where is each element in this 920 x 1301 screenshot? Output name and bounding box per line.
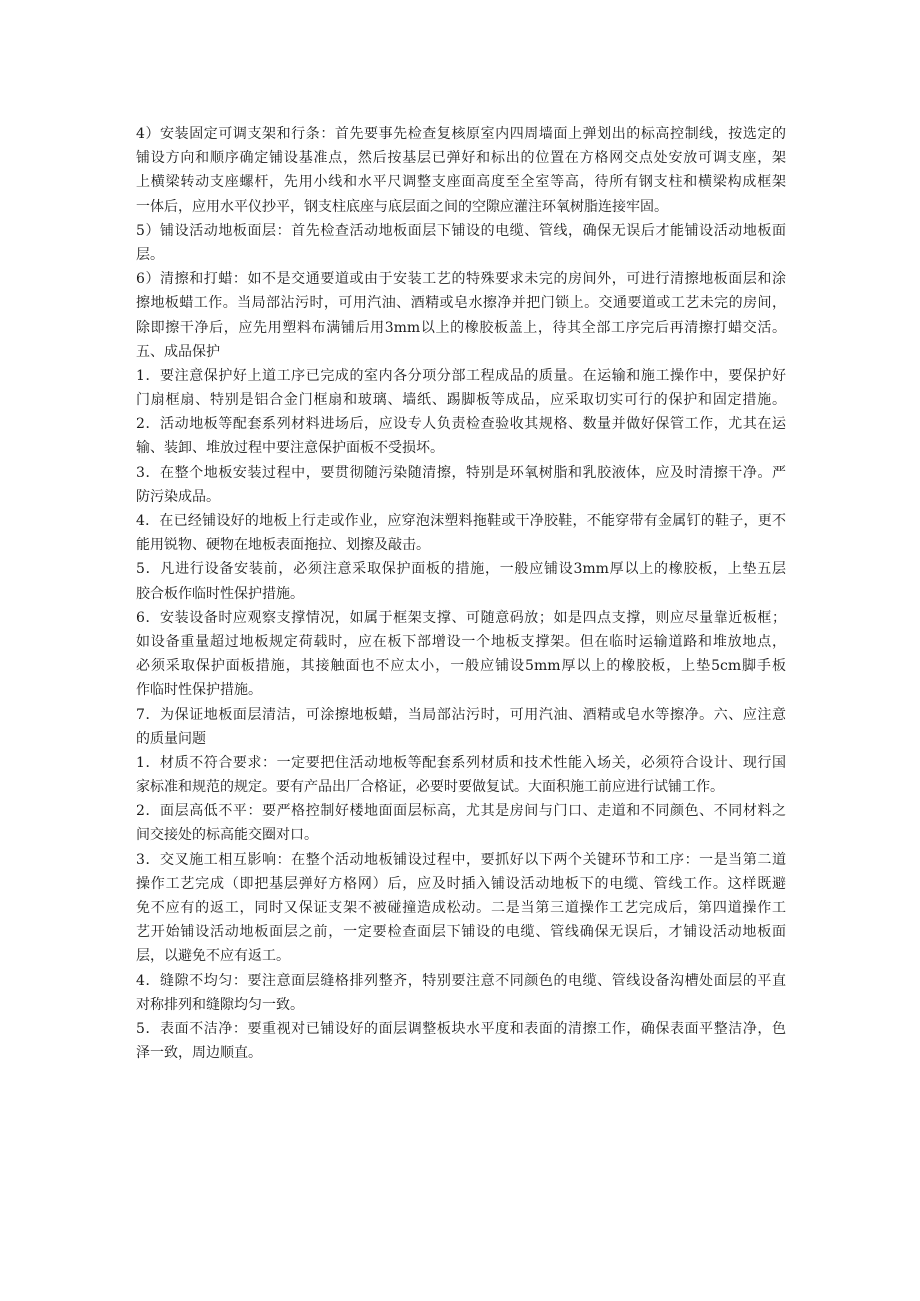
text-line: 一体后，应用水平仪抄平，钢支柱底座与底层面之间的空隙应灌注环氧树脂连接牢固。 [136,198,668,215]
text-line: 作临时性保护措施。 [136,682,262,699]
text-line: 1．材质不符合要求：一定要把住活动地板等配套系列材质和技术性能入场关，必须符合设计、现行国 [136,754,786,771]
text-line: 如设备重量超过地板规定荷载时，应在板下部增设一个地板支撑架。但在临时运输道路和堆放地点， [136,633,786,650]
text-line: 4．缝隙不均匀：要注意面层缝格排列整齐，特别要注意不同颜色的电缆、管线设备沟槽处面层的平直 [136,972,786,989]
text-line: 1．要注意保护好上道工序已完成的室内各分项分部工程成品的质量。在运输和施工操作中，要保护好 [136,367,786,384]
text-line: 7．为保证地板面层清洁，可涂擦地板蜡，当局部沾污时，可用汽油、酒精或皂水等擦净。六、应注意 [136,706,786,723]
text-line: 上横梁转动支座螺杆，先用小线和水平尺调整支座面高度至全室等高，待所有钢支柱和横梁构成框架 [136,174,786,191]
text-line: 5．凡进行设备安装前，必须注意采取保护面板的措施，一般应铺设3mm厚以上的橡胶板，上垫五层 [136,561,786,578]
text-line: 操作工艺完成（即把基层弹好方格网）后，应及时插入铺设活动地板下的电缆、管线工作。这样既避 [136,875,786,892]
text-line: 的质量问题 [136,730,206,747]
text-line: 除即擦干净后，应先用塑料布满铺后用3mm以上的橡胶板盖上，待其全部工序完后再清擦打蜡交活。 [136,319,786,336]
text-line: 6．安装设备时应观察支撑情况，如属于框架支撑、可随意码放；如是四点支撑，则应尽量靠近板框； [136,609,786,626]
text-line: 必须采取保护面板措施，其接触面也不应太小，一般应铺设5mm厚以上的橡胶板，上垫5cm脚手板 [136,658,786,675]
text-line: 5）铺设活动地板面层：首先检查活动地板面层下铺设的电缆、管线，确保无误后才能铺设活动地板面 [136,222,786,239]
text-line: 免不应有的返工，同时又保证支架不被碰撞造成松动。二是当第三道操作工艺完成后，第四道操作工 [136,900,786,916]
text-line: 擦地板蜡工作。当局部沾污时，可用汽油、酒精或皂水擦净并把门锁上。交通要道或工艺未完的房间， [136,295,786,312]
text-line: 艺开始铺设活动地板面层之前，一定要检查面层下铺设的电缆、管线确保无误后，才铺设活动地板面 [136,924,786,941]
text-line: 4）安装固定可调支架和行条：首先要事先检查复核原室内四周墙面上弹划出的标高控制线，按选定的 [136,126,786,142]
text-line: 2．活动地板等配套系列材料进场后，应设专人负责检查验收其规格、数量并做好保管工作，尤其在运 [136,416,786,433]
text-line: 层。 [136,246,164,263]
text-line: 泽一致，周边顺直。 [136,1045,262,1062]
text-line: 门扇框扇、特别是铝合金门框扇和玻璃、墙纸、踢脚板等成品，应采取切实可行的保护和固定措施。 [136,392,786,409]
text-line: 铺设方向和顺序确定铺设基准点，然后按基层已弹好和标出的位置在方格网交点处安放可调支座，架 [136,150,786,167]
text-line: 层，以避免不应有返工。 [136,948,290,965]
text-line: 间交接处的标高能交圈对口。 [136,827,318,844]
text-line: 4．在已经铺设好的地板上行走或作业，应穿泡沫塑料拖鞋或干净胶鞋，不能穿带有金属钉的鞋子，更不 [136,513,786,529]
document-page [136,122,786,1065]
text-line: 胶合板作临时性保护措施。 [136,585,304,602]
text-line: 五、成品保护 [136,343,220,360]
text-line: 2．面层高低不平：要严格控制好楼地面面层标高，尤其是房间与门口、走道和不同颜色、不同材料之 [136,803,786,820]
text-line: 3．在整个地板安装过程中，要贯彻随污染随清擦，特别是环氧树脂和乳胶液体，应及时清擦干净。严 [136,464,786,481]
text-line: 对称排列和缝隙均匀一致。 [136,996,304,1013]
text-line: 输、装卸、堆放过程中要注意保护面板不受损坏。 [136,440,444,457]
text-line: 防污染成品。 [136,488,220,505]
text-line: 家标准和规范的规定。要有产品出厂合格证，必要时要做复试。大面积施工前应进行试铺工作。 [136,779,724,796]
text-line: 5．表面不洁净：要重视对已铺设好的面层调整板块水平度和表面的清擦工作，确保表面平整洁净，色 [136,1020,786,1037]
text-line: 能用锐物、硬物在地板表面拖拉、划擦及敲击。 [136,537,430,554]
text-line: 3．交叉施工相互影响：在整个活动地板铺设过程中，要抓好以下两个关键环节和工序：一是当第二道 [136,851,786,868]
text-line: 6）清擦和打蜡：如不是交通要道或由于安装工艺的特殊要求未完的房间外，可进行清擦地板面层和涂 [136,271,786,288]
